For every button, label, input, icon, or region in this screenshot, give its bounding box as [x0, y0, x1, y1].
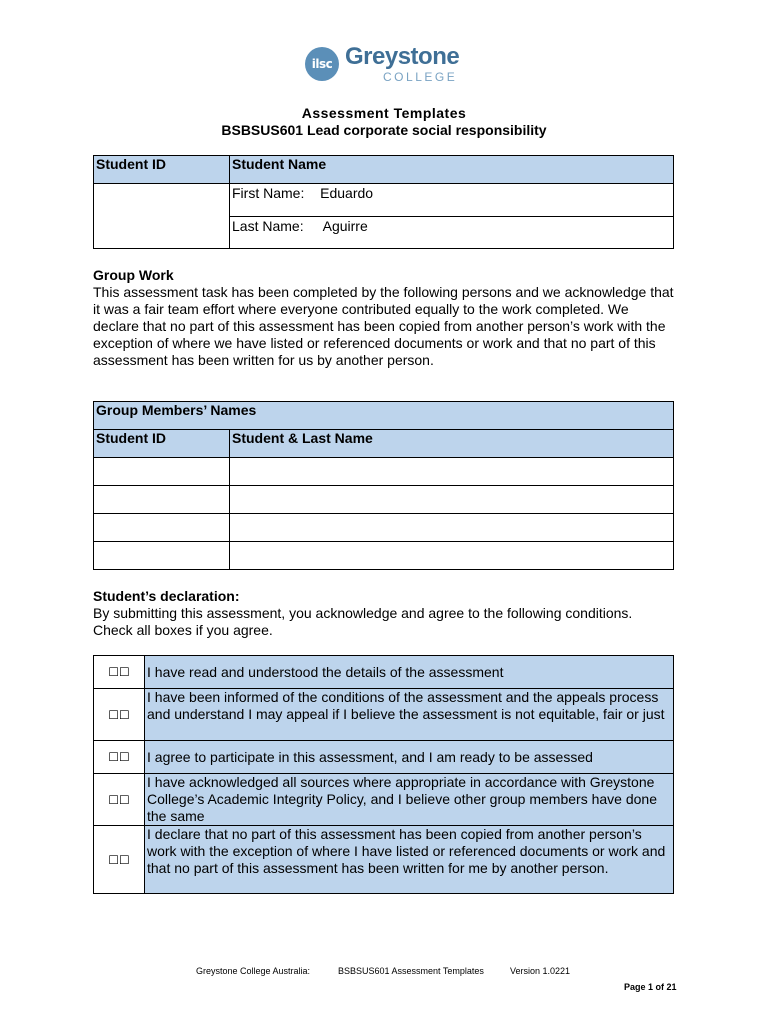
list-item: [94, 826, 674, 894]
college-logo: [305, 44, 459, 84]
first-name-value: Eduardo: [320, 185, 374, 201]
student-details-table: [93, 155, 674, 249]
member-id-field[interactable]: [94, 542, 230, 570]
member-id-field[interactable]: [94, 514, 230, 542]
member-id-field[interactable]: [94, 458, 230, 486]
student-id-field[interactable]: [94, 184, 230, 249]
declaration-checklist: [93, 655, 674, 894]
declaration-checkbox[interactable]: [94, 774, 145, 826]
member-name-field[interactable]: [230, 542, 674, 570]
declaration-checkbox[interactable]: [94, 826, 145, 894]
table-row: [94, 514, 674, 542]
footer-version: Version 1.0221: [510, 966, 571, 976]
footer-org: Greystone College Australia:: [196, 966, 311, 976]
declaration-text: I agree to participate in this assessment, and I am ready to be assessed: [145, 741, 674, 774]
declaration-checkbox[interactable]: [94, 656, 145, 689]
page-number: Page 1 of 21: [624, 982, 677, 992]
first-name-cell[interactable]: [230, 184, 674, 217]
list-item: [94, 741, 674, 774]
declaration-checkbox[interactable]: [94, 689, 145, 741]
list-item: [94, 689, 674, 741]
declaration-text: I have been informed of the conditions of the assessment and the appeals process and understand I may appeal if I believe the assessment is not equitable, fair or just: [145, 689, 674, 741]
logo-sub-text: COLLEGE: [383, 70, 458, 84]
member-id-field[interactable]: [94, 486, 230, 514]
title-line-1: Assessment Templates: [301, 105, 467, 121]
student-id-header: Student ID: [94, 156, 230, 184]
checkbox-icon: ☐☐: [108, 750, 130, 764]
declaration-text: I declare that no part of this assessment has been copied from another person’s work with the exception of where I have listed or referenced documents or work and that no part of this assessment has been written for me by another person.: [145, 826, 674, 894]
group-student-id-header: Student ID: [94, 430, 230, 458]
group-members-table: [93, 401, 674, 570]
ilsc-badge-icon: ilsc: [305, 47, 339, 81]
list-item: [94, 656, 674, 689]
group-work-text: This assessment task has been completed by the following persons and we acknowledge that it was a fair team effort where everyone contributed equally to the work completed. We declare that no part of this assessment has been copied from another person’s work with the exception of where we have listed or referenced documents or work and that no part of this assessment has been written for us by another person.: [93, 284, 674, 368]
declaration-text: I have read and understood the details of the assessment: [145, 656, 674, 689]
group-student-name-header: Student & Last Name: [230, 430, 674, 458]
title-line-2: BSBSUS601 Lead corporate social responsibility: [221, 122, 547, 138]
table-row: [94, 542, 674, 570]
list-item: [94, 774, 674, 826]
student-name-header: Student Name: [230, 156, 674, 184]
last-name-value: Aguirre: [322, 218, 368, 234]
declaration-text: I have acknowledged all sources where appropriate in accordance with Greystone College’s Academic Integrity Policy, and I believe other group members have done the same: [145, 774, 674, 826]
document-title: [0, 105, 768, 139]
checkbox-icon: ☐☐: [108, 852, 130, 867]
last-name-label: Last Name:: [232, 218, 304, 234]
declaration-heading: Student’s declaration:: [93, 588, 240, 604]
last-name-cell[interactable]: [230, 217, 674, 249]
member-name-field[interactable]: [230, 514, 674, 542]
checkbox-icon: ☐☐: [108, 665, 130, 679]
logo-brand-text: Greystone: [345, 43, 460, 70]
table-row: [94, 458, 674, 486]
group-members-title: Group Members’ Names: [94, 402, 674, 430]
member-name-field[interactable]: [230, 486, 674, 514]
declaration-checkbox[interactable]: [94, 741, 145, 774]
member-name-field[interactable]: [230, 458, 674, 486]
checkbox-icon: ☐☐: [108, 707, 130, 722]
declaration-intro: By submitting this assessment, you acknowledge and agree to the following conditions. Check all boxes if you agree.: [93, 605, 633, 638]
first-name-label: First Name:: [232, 185, 305, 201]
group-work-heading: Group Work: [93, 267, 174, 283]
footer-doc: BSBSUS601 Assessment Templates: [338, 966, 484, 976]
table-row: [94, 486, 674, 514]
checkbox-icon: ☐☐: [108, 792, 130, 807]
